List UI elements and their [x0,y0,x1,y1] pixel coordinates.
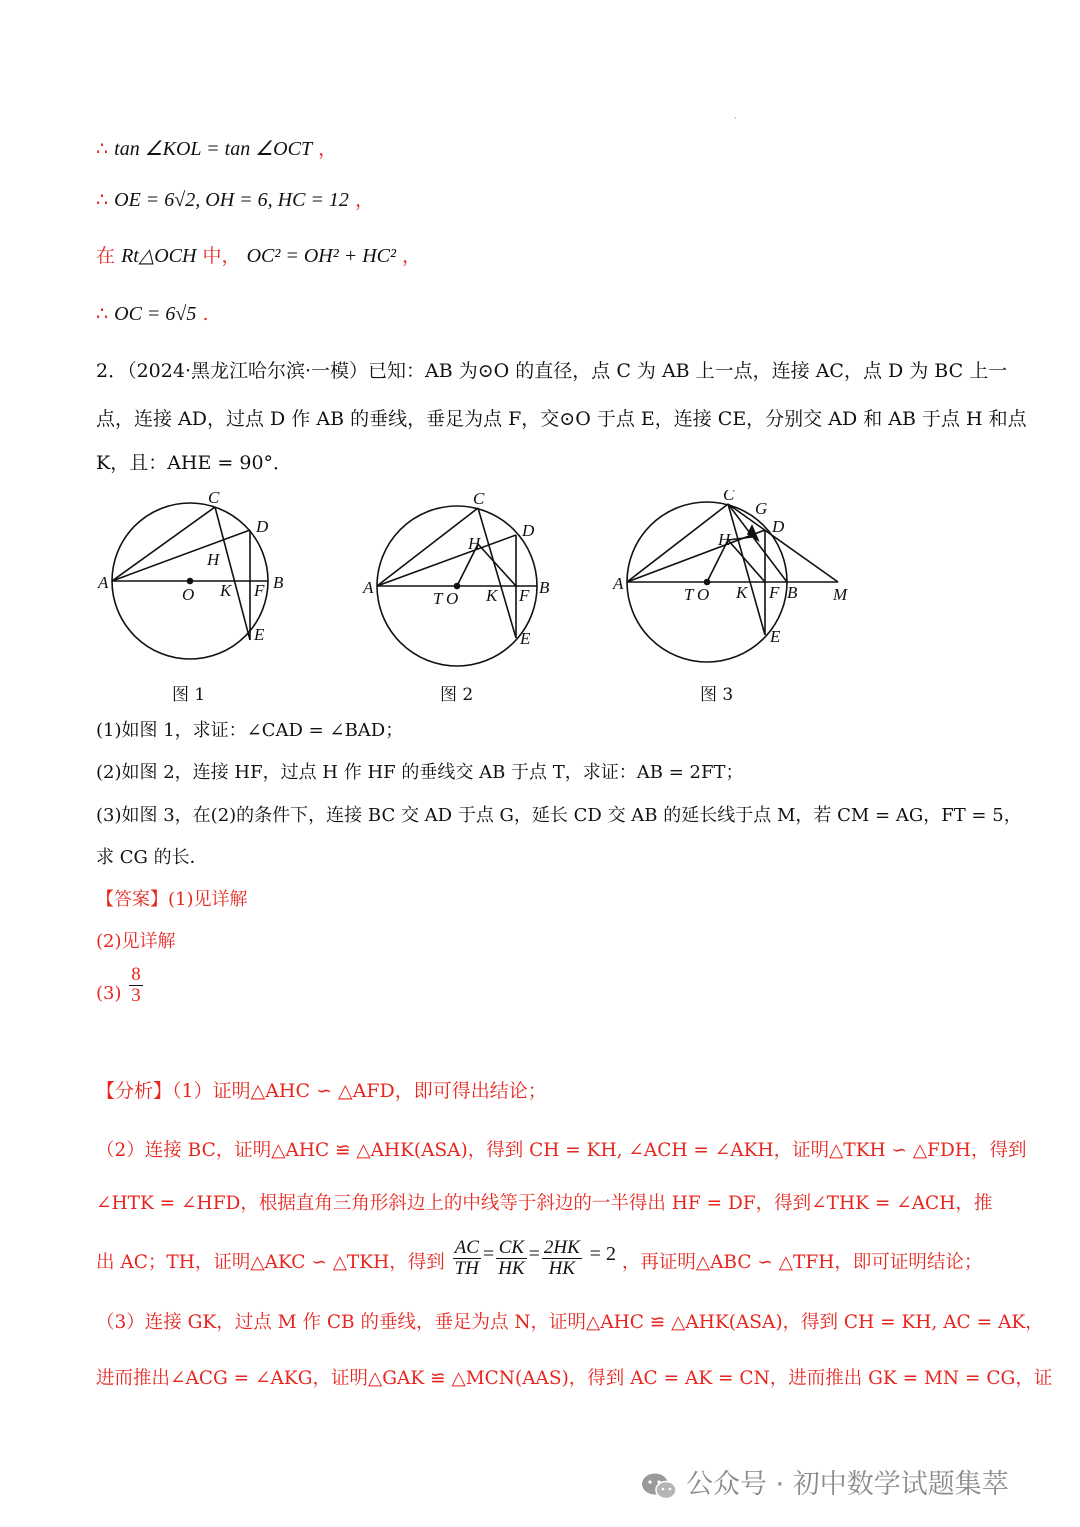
label-t: T [684,585,694,604]
analysis-line-2: （2）连接 BC，证明△AHC ≌ △AHK(ASA)，得到 CH = KH, ∠ACH = ∠AKH，证明△TKH ∽ △FDH，得到 [96,1140,1027,1161]
equals-sign: = [528,1243,540,1265]
fraction-2hk-hk [542,1238,582,1279]
period: . [202,303,209,325]
tan-equation: tan ∠KOL = tan ∠OCT [114,138,313,160]
label-b: B [539,578,550,597]
analysis-line-5: （3）连接 GK，过点 M 作 CB 的垂线，垂足为点 N，证明△AHC ≌ △AHK(ASA)，得到 CH = KH, AC = AK， [96,1312,1044,1333]
figure-3 [612,490,848,662]
label-k: K [736,583,748,602]
analysis-line-6: 进而推出∠ACG = ∠AKG，证明△GAK ≌ △MCN(AAS)，得到 AC = AK = CN，进而推出 GK = MN = CG，证 [96,1368,1053,1389]
question-3b: 求 CG 的长． [96,847,208,868]
therefore-symbol: ∴ [96,303,109,325]
label-a: A [363,578,374,597]
answer-3-label: (3) [96,983,122,1004]
label-b: B [787,583,798,602]
label-k: K [486,586,498,605]
therefore-symbol: ∴ [96,189,109,211]
lengths-equation: OE = 6√2, OH = 6, HC = 12 [114,189,349,211]
label-e: E [770,627,781,646]
label-f: F [769,583,780,602]
answer-1: 【答案】(1)见详解 [96,889,248,910]
label-h: H [718,530,731,549]
label-h: H [468,534,481,553]
geometry-figures [0,490,1080,690]
equals-two: = 2 [589,1243,616,1265]
comma: ， [318,138,338,160]
label-o: O [446,589,459,608]
fraction-numerator: 2HK [543,1237,580,1258]
label-o: O [182,585,195,604]
figure-1-caption: 图 1 [172,685,206,705]
fraction-denominator: HK [498,1257,525,1279]
label-d: D [772,517,785,536]
top-line-1 [96,137,337,161]
answer-2: (2)见详解 [96,931,176,952]
label-c: C [208,490,220,507]
label-o: O [697,585,710,604]
fraction-numerator: AC [453,1238,481,1259]
fraction-numerator: CK [496,1238,526,1259]
label-a: A [98,573,109,592]
therefore-symbol: ∴ [96,138,109,160]
oc-result: OC = 6√5 [114,303,197,325]
fraction-denominator: 3 [131,984,141,1006]
wechat-icon [640,1471,678,1501]
problem-line-3: K，且：AHE = 90°． [96,452,293,474]
question-1: (1)如图 1，求证：∠CAD = ∠BAD； [96,720,404,741]
wechat-watermark [640,1462,1009,1501]
question-2: (2)如图 2，连接 HF，过点 H 作 HF 的垂线交 AB 于点 T，求证：AB = 2FT； [96,762,744,783]
equals-sign: = [482,1243,495,1265]
top-line-3 [96,244,421,268]
comma: ， [354,189,374,211]
problem-line-1: 2．（2024·黑龙江哈尔滨·一模）已知：AB 为⊙O 的直径，点 C 为 AB 上一点，连接 AC，点 D 为 BC 上一 [96,360,1008,382]
label-g: G [755,499,768,518]
analysis-line-4 [96,1238,982,1279]
fraction-denominator: HK [548,1257,576,1279]
watermark-text: 公众号 · 初中数学试题集萃 [686,1469,1009,1500]
stray-dot: · [734,114,737,123]
question-3a: (3)如图 3，在(2)的条件下，连接 BC 交 AD 于点 G，延长 CD 交 AB 的延长线于点 M，若 CM = AG，FT = 5， [96,805,1022,826]
analysis-line-4-start: 出 AC；TH，证明△AKC ∽ △TKH，得到 [96,1252,445,1273]
top-line-4 [96,302,209,326]
fraction-ac-th [453,1238,481,1279]
text-zhong: 中， [202,245,241,267]
analysis-line-1: 【分析】（1）证明△AHC ∽ △AFD，即可得出结论； [96,1080,547,1102]
pythagoras-equation: OC² = OH² + HC² [246,245,396,267]
analysis-line-4-end: ，再证明△ABC ∽ △TFH，即可证明结论； [621,1252,983,1273]
label-d: D [522,521,535,540]
label-a: A [613,574,624,593]
answer-3-fraction [129,965,143,1006]
fraction-numerator: 8 [131,964,141,985]
fraction-ck-hk [496,1238,526,1279]
figure-3-caption: 图 3 [700,685,734,705]
label-b: B [273,573,284,592]
label-c: C [723,490,735,504]
label-t: T [433,589,443,608]
label-f: F [519,586,530,605]
figure-2-caption: 图 2 [440,685,474,705]
figure-1 [97,490,284,659]
label-m: M [833,585,848,604]
label-k: K [220,581,232,600]
label-e: E [254,625,265,644]
label-h: H [207,550,220,569]
label-d: D [256,517,269,536]
label-c: C [473,490,485,508]
label-f: F [254,581,265,600]
text-zai: 在 [96,245,116,267]
label-e: E [520,629,531,648]
fraction-denominator: TH [454,1257,479,1279]
problem-line-2: 点，连接 AD，过点 D 作 AB 的垂线，垂足为点 F，交⊙O 于点 E，连接 CE，分别交 AD 和 AB 于点 H 和点 [96,408,1027,430]
top-line-2 [96,188,374,212]
analysis-line-3: ∠HTK = ∠HFD，根据直角三角形斜边上的中线等于斜边的一半得出 HF = DF，得到∠THK = ∠ACH，推 [96,1193,993,1214]
comma: ， [402,245,422,267]
right-triangle: Rt△OCH [121,245,197,267]
figure-2 [362,490,550,666]
answer-3 [96,965,145,1006]
